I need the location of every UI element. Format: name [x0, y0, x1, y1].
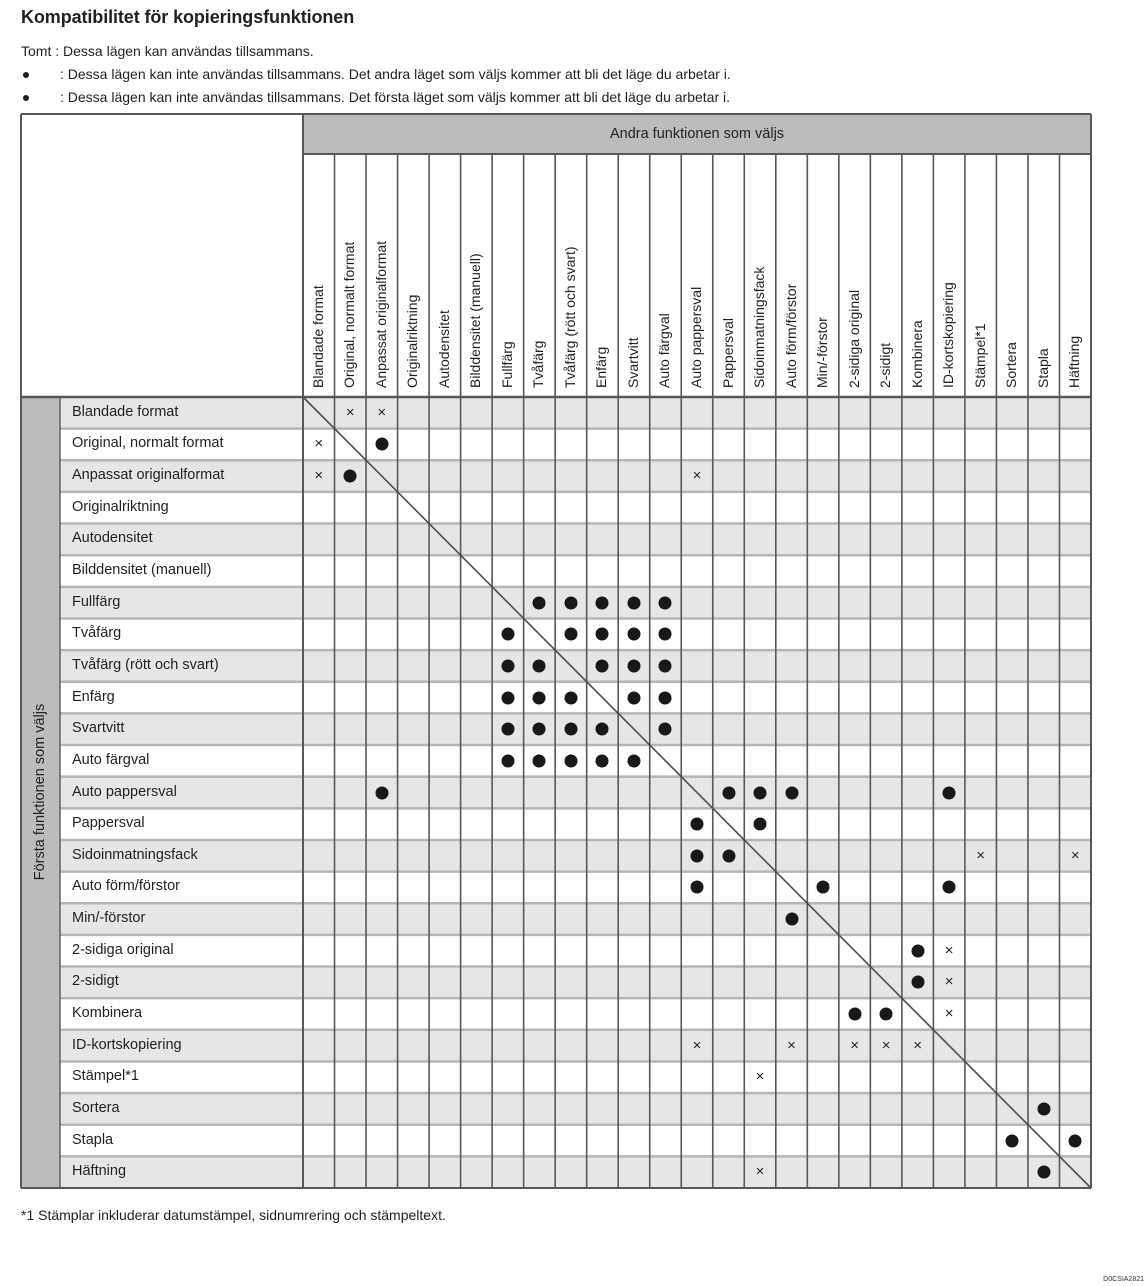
incompatible-cross-icon: × — [755, 1163, 765, 1181]
incompatible-dot-icon — [943, 786, 956, 799]
incompatible-dot-icon — [627, 628, 640, 641]
legend-first-mode-text: : Dessa lägen kan inte användas tillsammans. Det första läget som väljs kommer att bli det läge du arbetar i. — [60, 89, 730, 105]
row-header: Original, normalt format — [72, 435, 224, 452]
incompatible-cross-icon: × — [377, 404, 387, 422]
incompatible-dot-icon — [691, 881, 704, 894]
incompatible-dot-icon — [911, 944, 924, 957]
incompatible-dot-icon — [564, 596, 577, 609]
legend-empty-text: : Dessa lägen kan användas tillsammans. — [55, 43, 314, 59]
incompatible-dot-icon — [1037, 1166, 1050, 1179]
row-header: Stapla — [72, 1131, 114, 1148]
incompatible-dot-icon — [754, 818, 767, 831]
incompatible-dot-icon — [564, 628, 577, 641]
incompatible-dot-icon — [375, 438, 388, 451]
column-header: Sortera — [1003, 342, 1020, 388]
incompatible-cross-icon: × — [944, 1005, 954, 1023]
row-group-header: Första funktionen som väljs — [32, 703, 48, 881]
incompatible-dot-icon — [659, 596, 672, 609]
incompatible-dot-icon — [501, 723, 514, 736]
incompatible-dot-icon — [564, 723, 577, 736]
row-header: Bilddensitet (manuell) — [72, 562, 212, 579]
incompatible-dot-icon — [501, 628, 514, 641]
column-header: Svartvitt — [624, 337, 641, 388]
column-header: Tvåfärg — [530, 340, 547, 388]
incompatible-dot-icon — [533, 723, 546, 736]
column-header: Bilddensitet (manuell) — [467, 253, 484, 388]
incompatible-dot-icon — [785, 786, 798, 799]
incompatible-dot-icon — [848, 1007, 861, 1020]
column-header: Autodensitet — [435, 310, 452, 388]
incompatible-cross-icon: × — [345, 404, 355, 422]
column-header: ID-kortskopiering — [940, 282, 957, 388]
incompatible-dot-icon — [533, 754, 546, 767]
incompatible-dot-icon — [501, 754, 514, 767]
incompatible-dot-icon — [596, 754, 609, 767]
column-header: Auto färgval — [656, 313, 673, 388]
incompatible-dot-icon — [596, 596, 609, 609]
incompatible-dot-icon — [375, 786, 388, 799]
column-group-header: Andra funktionen som väljs — [303, 114, 1091, 154]
incompatible-dot-icon — [627, 691, 640, 704]
row-header: Kombinera — [72, 1004, 143, 1021]
row-header: ID-kortskopiering — [72, 1036, 182, 1053]
row-header: Originalriktning — [72, 498, 169, 515]
column-header: 2-sidigt — [877, 342, 894, 388]
row-header: Auto förm/förstor — [72, 878, 180, 895]
incompatible-dot-icon — [691, 818, 704, 831]
incompatible-dot-icon — [596, 723, 609, 736]
incompatible-cross-icon: × — [944, 973, 954, 991]
legend-empty-symbol: Tomt — [21, 43, 52, 59]
incompatible-dot-icon — [533, 596, 546, 609]
incompatible-cross-icon: × — [692, 467, 702, 485]
column-header: Stämpel*1 — [971, 323, 988, 388]
incompatible-dot-icon — [722, 786, 735, 799]
column-header: Fullfärg — [498, 341, 515, 388]
incompatible-dot-icon — [754, 786, 767, 799]
row-header: 2-sidigt — [72, 973, 119, 990]
incompatible-dot-icon — [911, 976, 924, 989]
incompatible-cross-icon: × — [913, 1036, 923, 1054]
incompatible-dot-icon — [659, 691, 672, 704]
incompatible-cross-icon: × — [314, 435, 324, 453]
row-header: Fullfärg — [72, 593, 121, 610]
incompatible-dot-icon — [659, 628, 672, 641]
column-header: Sidoinmatningsfack — [751, 266, 768, 388]
incompatible-dot-icon — [627, 659, 640, 672]
incompatible-cross-icon: × — [881, 1036, 891, 1054]
incompatible-dot-icon — [627, 754, 640, 767]
column-header: Pappersval — [719, 317, 736, 388]
diagonal-line — [303, 397, 1091, 1188]
incompatible-cross-icon: × — [692, 1036, 702, 1054]
document-code: D0CSIA2821 — [1103, 1276, 1144, 1283]
column-header: 2-sidiga original — [845, 289, 862, 388]
column-header: Auto förm/förstor — [782, 283, 799, 388]
incompatible-dot-icon — [344, 470, 357, 483]
incompatible-dot-icon — [501, 659, 514, 672]
row-header: 2-sidiga original — [72, 941, 174, 958]
incompatible-dot-icon — [659, 659, 672, 672]
column-header: Tvåfärg (rött och svart) — [561, 246, 578, 388]
row-header: Sidoinmatningsfack — [72, 846, 198, 863]
row-header: Enfärg — [72, 688, 115, 705]
row-header: Blandade format — [72, 403, 179, 420]
column-header: Enfärg — [593, 346, 610, 388]
column-header: Kombinera — [908, 320, 925, 388]
incompatible-dot-icon — [1069, 1134, 1082, 1147]
footnote: *1 Stämplar inkluderar datumstämpel, sidnumrering och stämpeltext. — [21, 1207, 446, 1223]
incompatible-dot-icon — [817, 881, 830, 894]
incompatible-dot-icon — [691, 849, 704, 862]
incompatible-dot-icon — [564, 691, 577, 704]
column-header: Blandade format — [309, 285, 326, 388]
column-header: Anpassat originalformat — [372, 240, 389, 388]
incompatible-dot-icon — [596, 659, 609, 672]
incompatible-cross-icon: × — [1070, 846, 1080, 864]
column-header: Originalriktning — [404, 294, 421, 388]
row-header: Tvåfärg (rött och svart) — [72, 656, 219, 673]
column-header: Auto pappersval — [688, 286, 704, 388]
incompatible-cross-icon: × — [944, 941, 954, 959]
row-header: Pappersval — [72, 815, 145, 832]
row-header: Anpassat originalformat — [72, 467, 225, 484]
row-header: Häftning — [72, 1163, 127, 1180]
incompatible-dot-icon — [722, 849, 735, 862]
incompatible-cross-icon: × — [314, 467, 324, 485]
legend-second-mode-text: : Dessa lägen kan inte användas tillsammans. Det andra läget som väljs kommer att bli det läge du arbetar i. — [60, 66, 731, 82]
incompatible-dot-icon — [943, 881, 956, 894]
incompatible-dot-icon — [533, 659, 546, 672]
incompatible-cross-icon: × — [850, 1036, 859, 1054]
incompatible-dot-icon — [1006, 1134, 1019, 1147]
row-header: Min/-förstor — [72, 910, 146, 927]
incompatible-dot-icon — [564, 754, 577, 767]
incompatible-cross-icon: × — [755, 1068, 765, 1086]
row-header: Stämpel*1 — [72, 1068, 139, 1085]
incompatible-dot-icon — [880, 1007, 893, 1020]
incompatible-dot-icon — [533, 691, 546, 704]
row-header: Autodensitet — [72, 530, 153, 547]
column-header: Stapla — [1034, 348, 1051, 388]
row-header: Auto pappersval — [72, 783, 177, 800]
incompatible-cross-icon: × — [976, 846, 986, 864]
incompatible-cross-icon: × — [787, 1036, 796, 1054]
row-header: Tvåfärg — [72, 625, 122, 642]
page-title: Kompatibilitet för kopieringsfunktionen — [21, 7, 355, 27]
incompatible-dot-icon — [627, 596, 640, 609]
column-header: Original, normalt format — [341, 241, 358, 388]
column-header: Häftning — [1066, 335, 1083, 388]
row-header: Svartvitt — [72, 720, 125, 737]
row-header: Auto färgval — [72, 751, 150, 768]
incompatible-dot-icon — [785, 913, 798, 926]
column-header: Min/-förstor — [814, 317, 831, 388]
incompatible-dot-icon — [659, 723, 672, 736]
incompatible-dot-icon — [596, 628, 609, 641]
incompatible-dot-icon — [501, 691, 514, 704]
incompatible-dot-icon — [1037, 1102, 1050, 1115]
row-header: Sortera — [72, 1099, 120, 1116]
